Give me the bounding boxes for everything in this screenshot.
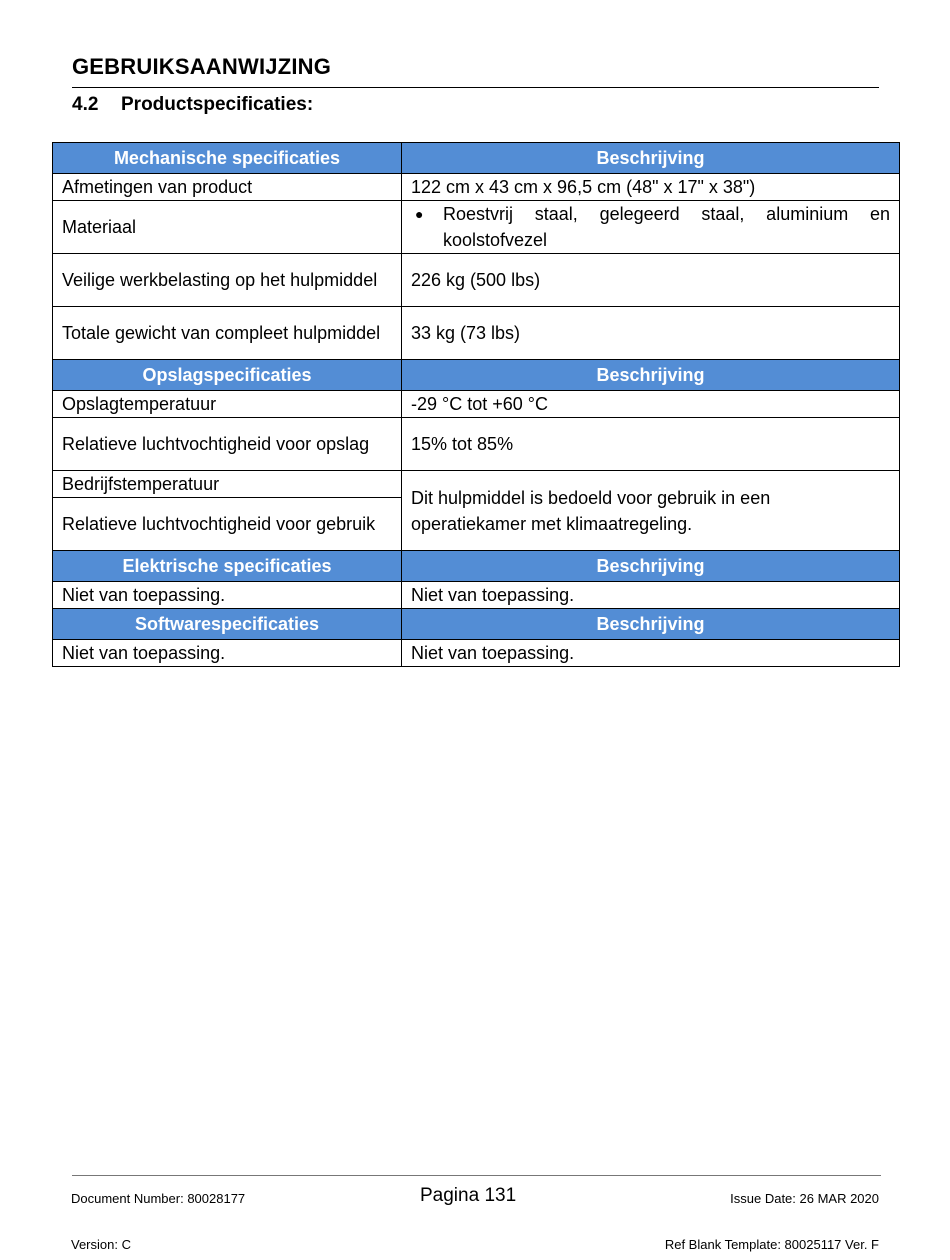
row-value: 226 kg (500 lbs) bbox=[402, 254, 900, 307]
table-row bbox=[53, 201, 900, 254]
row-value: Niet van toepassing. bbox=[402, 640, 900, 667]
row-value: 15% tot 85% bbox=[402, 418, 900, 471]
header-divider bbox=[72, 87, 879, 88]
software-header: Softwarespecificaties bbox=[53, 609, 402, 640]
table-row bbox=[53, 391, 900, 418]
row-value bbox=[402, 201, 900, 254]
issue-date: Issue Date: 26 MAR 2020 bbox=[730, 1191, 879, 1206]
row-label: Opslagtemperatuur bbox=[53, 391, 402, 418]
row-label: Afmetingen van product bbox=[53, 174, 402, 201]
document-title: GEBRUIKSAANWIJZING bbox=[72, 54, 332, 79]
document-number: Document Number: 80028177 bbox=[71, 1191, 246, 1206]
mechanical-header: Mechanische specificaties bbox=[53, 143, 402, 174]
table-row bbox=[53, 582, 900, 609]
row-label: Niet van toepassing. bbox=[53, 582, 402, 609]
material-line-1: Roestvrij staal, gelegeerd staal, aluminium en bbox=[443, 204, 890, 224]
ref-template: Ref Blank Template: 80025117 Ver. F bbox=[664, 1237, 879, 1252]
description-header: Beschrijving bbox=[402, 360, 900, 391]
section-number: 4.2 bbox=[72, 94, 99, 115]
row-label: Bedrijfstemperatuur bbox=[53, 471, 402, 498]
table-row bbox=[53, 471, 900, 498]
row-label: Veilige werkbelasting op het hulpmiddel bbox=[53, 254, 402, 307]
table-row bbox=[53, 174, 900, 201]
footer-divider bbox=[72, 1175, 881, 1176]
row-value: 122 cm x 43 cm x 96,5 cm (48" x 17" x 38") bbox=[402, 174, 900, 201]
row-value: Dit hulpmiddel is bedoeld voor gebruik in een operatiekamer met klimaatregeling. bbox=[402, 471, 900, 551]
specifications-table bbox=[52, 142, 900, 667]
row-label: Totale gewicht van compleet hulpmiddel bbox=[53, 307, 402, 360]
table-row bbox=[53, 254, 900, 307]
row-label: Materiaal bbox=[53, 201, 402, 254]
section-heading bbox=[72, 94, 313, 116]
material-line-2: koolstofvezel bbox=[443, 230, 548, 250]
row-label: Relatieve luchtvochtigheid voor gebruik bbox=[53, 498, 402, 551]
description-header: Beschrijving bbox=[402, 551, 900, 582]
electrical-header: Elektrische specificaties bbox=[53, 551, 402, 582]
table-row bbox=[53, 640, 900, 667]
row-value: 33 kg (73 lbs) bbox=[402, 307, 900, 360]
row-label: Relatieve luchtvochtigheid voor opslag bbox=[53, 418, 402, 471]
description-header: Beschrijving bbox=[402, 609, 900, 640]
page-number: Pagina 131 bbox=[420, 1185, 517, 1206]
table-header-row bbox=[53, 360, 900, 391]
storage-header: Opslagspecificaties bbox=[53, 360, 402, 391]
table-header-row bbox=[53, 609, 900, 640]
table-row bbox=[53, 307, 900, 360]
table-header-row bbox=[53, 551, 900, 582]
table-row bbox=[53, 418, 900, 471]
table-header-row bbox=[53, 143, 900, 174]
row-label: Niet van toepassing. bbox=[53, 640, 402, 667]
section-title: Productspecificaties: bbox=[121, 94, 314, 115]
row-value: Niet van toepassing. bbox=[402, 582, 900, 609]
version: Version: C bbox=[71, 1237, 131, 1252]
bullet-icon: ● bbox=[415, 206, 424, 222]
description-header: Beschrijving bbox=[402, 143, 900, 174]
row-value: -29 °C tot +60 °C bbox=[402, 391, 900, 418]
